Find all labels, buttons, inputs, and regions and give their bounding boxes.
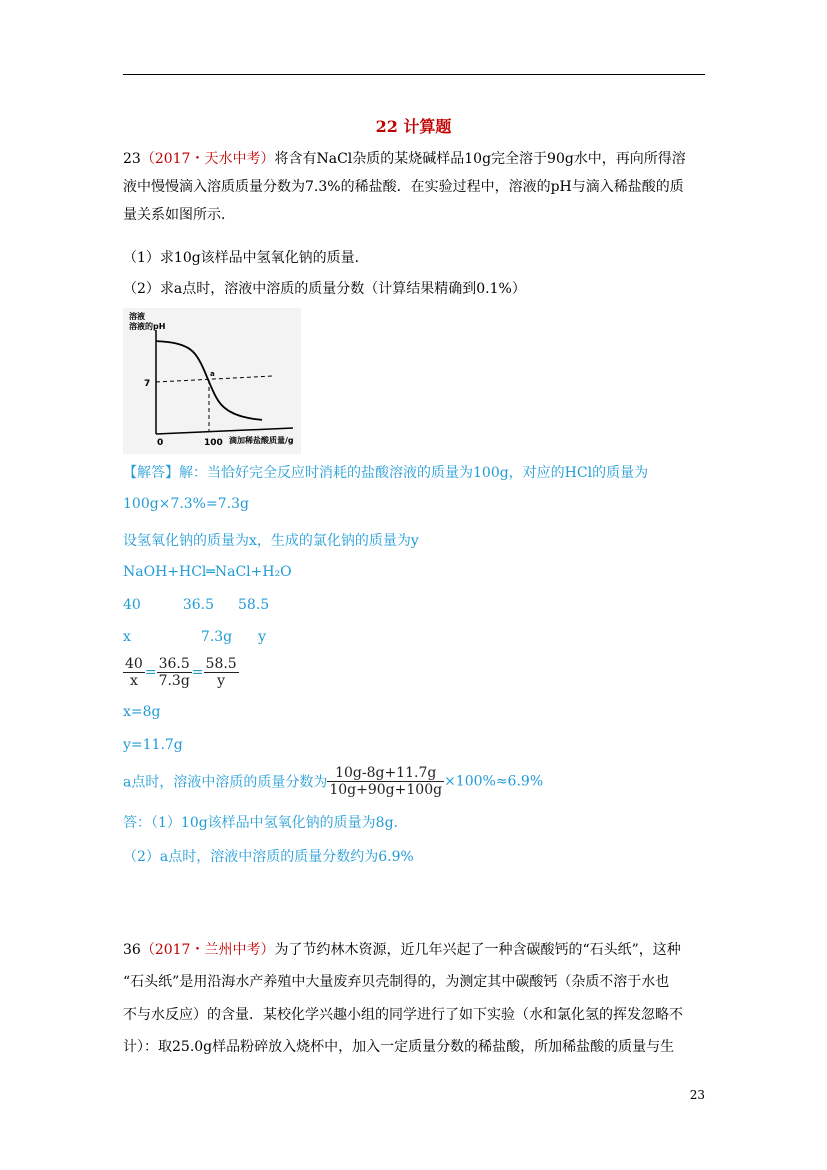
x-tick-0: 0: [157, 438, 164, 448]
ratio-36-5-7-3g: $\frac{36.5}{7.3g}$: [158, 656, 190, 689]
q36-line3: 不与水反应）的含量．某校化学兴趣小组的同学进行了如下实验（水和氯化氢的挥发忽略不: [123, 1007, 683, 1023]
header-rule: [123, 74, 705, 75]
mass-40: 40: [123, 597, 141, 613]
solution-label: 【解答】: [123, 465, 179, 481]
q23-line3: 量关系如图所示．: [123, 207, 235, 223]
result-y: y=11.7g: [123, 737, 183, 753]
y-axis-label-line1: 溶液: [129, 312, 145, 321]
final-numerator: 10g-8g+11.7g: [327, 765, 444, 782]
y-tick-7: 7: [144, 379, 151, 389]
ratio-40-x: $\frac{40}{x}$: [125, 656, 143, 689]
final-calc-suffix: ×100%≈6.9%: [444, 773, 544, 790]
q23-number: 23: [123, 151, 141, 167]
mass-y: y: [258, 629, 267, 645]
q36-source: （2017・兰州中考）: [140, 942, 275, 958]
answer-2: （2）a点时，溶液中溶质的质量分数约为6.9%: [123, 849, 414, 865]
solution-line1: [123, 462, 648, 482]
page-number: 23: [689, 1088, 705, 1102]
q23-sub1: （1）求10g该样品中氢氧化钠的质量．: [123, 250, 369, 266]
mass-7-3g: 7.3g: [200, 629, 233, 645]
q23-line2: 液中慢慢滴入溶质质量分数为7.3%的稀盐酸．在实验过程中，溶液的pH与滴入稀盐酸的质: [123, 179, 684, 195]
q23-sub2: （2）求a点时，溶液中溶质的质量分数（计算结果精确到0.1%）: [123, 281, 526, 297]
ratio-equation: $\frac{40}{x}$ = $\frac{36.5}{7.3g}$ = $\frac{58.5}{y}$: [125, 656, 237, 689]
x-axis-label: 滴加稀盐酸质量/g: [229, 436, 294, 445]
x-tick-100: 100: [204, 438, 223, 448]
point-a-label: a: [210, 370, 215, 378]
final-denominator: 10g+90g+100g: [329, 782, 443, 798]
ph-chart: [123, 308, 301, 454]
mass-row1: [123, 597, 269, 613]
q23-line1: [123, 145, 713, 173]
q23-source: （2017・天水中考）: [140, 151, 275, 167]
final-fraction: [327, 765, 444, 798]
solution-text1: 解：当恰好完全反应时消耗的盐酸溶液的质量为100g，对应的HCl的质量为: [179, 465, 649, 481]
equation: NaOH+HCl═NaCl+H₂O: [123, 564, 292, 580]
section-title: 22 计算题: [375, 117, 452, 136]
ratio-58-5-y: $\frac{58.5}{y}$: [205, 656, 237, 689]
answer-1: 答：（1）10g该样品中氢氧化钠的质量为8g.: [123, 815, 399, 831]
mass-58-5: 58.5: [238, 597, 270, 613]
final-calc-prefix: a点时，溶液中溶质的质量分数为: [123, 774, 328, 791]
final-calc: [123, 765, 543, 798]
q36-line1: [123, 936, 713, 964]
q36-text1: 为了节约林木资源，近几年兴起了一种含碳酸钙的“石头纸”，这种: [274, 942, 681, 958]
mass-36-5: 36.5: [182, 597, 214, 613]
y-axis-label: 溶液的pH: [129, 322, 166, 331]
q36-line2: “石头纸”是用沿海水产养殖中大量废弃贝壳制得的，为测定其中碳酸钙（杂质不溶于水也: [123, 974, 670, 990]
q36-number: 36: [123, 942, 141, 958]
result-x: x=8g: [123, 704, 161, 720]
q36-line4: 计）：取25.0g样品粉碎放入烧杯中，加入一定质量分数的稀盐酸，所加稀盐酸的质量与生: [123, 1039, 675, 1055]
solution-line2: 100g×7.3%=7.3g: [123, 496, 249, 512]
mass-x: x: [123, 629, 131, 645]
solution-line3: 设氢氧化钠的质量为x，生成的氯化钠的质量为y: [123, 533, 419, 549]
q23-text1: 将含有NaCl杂质的某烧碱样品10g完全溶于90g水中，再向所得溶: [274, 151, 686, 167]
mass-row2: [123, 629, 266, 645]
